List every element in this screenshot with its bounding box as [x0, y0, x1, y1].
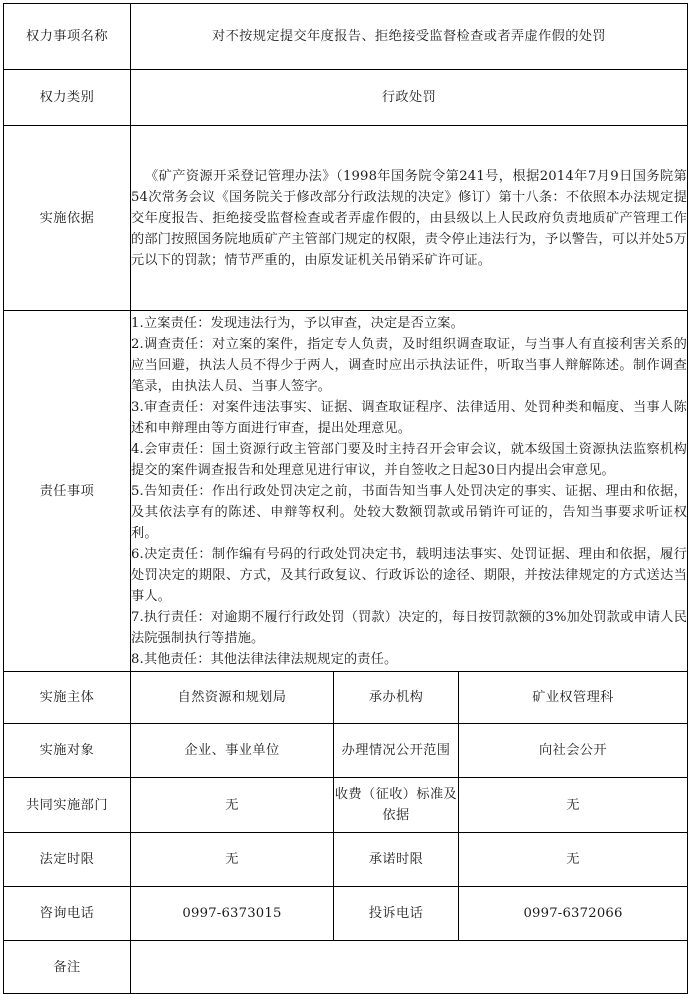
- table-row-power-category: [4, 70, 688, 126]
- label-complaint-phone: 投诉电话: [334, 887, 459, 941]
- table-row-statutory-limit: [4, 833, 688, 887]
- label-disclosure-scope: 办理情况公开范围: [334, 724, 459, 778]
- label-power-category: 权力类别: [4, 70, 131, 126]
- label-consult-phone: 咨询电话: [4, 887, 131, 941]
- value-implementing-object: 企业、事业单位: [131, 724, 334, 778]
- value-fee-standard: 无: [459, 778, 688, 833]
- table-row-implementing-subject: [4, 672, 688, 724]
- table-row-duties: [4, 311, 688, 672]
- table-row-item-name: [4, 4, 688, 70]
- label-handling-agency: 承办机构: [334, 672, 459, 724]
- label-legal-basis: 实施依据: [4, 126, 131, 311]
- label-fee-standard: 收费（征收）标准及依据: [334, 778, 459, 833]
- value-handling-agency: 矿业权管理科: [459, 672, 688, 724]
- duty-item: 3.审查责任：对案件违法事实、证据、调查取证程序、法律适用、处罚种类和幅度、当事人陈述和申辩理由等方面进行审查，提出处理意见。: [131, 399, 688, 436]
- table-row-implementing-object: [4, 724, 688, 778]
- duty-item: 1.立案责任：发现违法行为，予以审查，决定是否立案。: [131, 315, 464, 331]
- value-item-name: 对不按规定提交年度报告、拒绝接受监督检查或者弄虚作假的处罚: [131, 4, 688, 70]
- table-row-phones: [4, 887, 688, 941]
- duty-item: 5.告知责任：作出行政处罚决定之前，书面告知当事人处罚决定的事实、证据、理由和依据，及其依法享有的陈述、申辩等权利。处较大数额罚款或吊销许可证的，告知当事要求听证权利。: [131, 483, 688, 541]
- label-implementing-subject: 实施主体: [4, 672, 131, 724]
- duty-item: 8.其他责任：其他法律法律法规规定的责任。: [131, 651, 398, 667]
- label-duties: 责任事项: [4, 311, 131, 672]
- duty-item: 2.调查责任：对立案的案件，指定专人负责，及时组织调查取证，与当事人有直接利害关系的应当回避，执法人员不得少于两人，调查时应出示执法证件，听取当事人辩解陈述。制作调查笔录，由执法人员、当事人签字。: [131, 336, 688, 394]
- label-promised-limit: 承诺时限: [334, 833, 459, 887]
- value-complaint-phone: 0997-6372066: [459, 887, 688, 941]
- value-legal-basis: 《矿产资源开采登记管理办法》（1998年国务院令第241号，根据2014年7月9日国务院第54次常务会议《国务院关于修改部分行政法规的决定》修订）第十八条：不依照本办法规定提交年度报告、拒绝接受监督检查或者弄虚作假的，由县级以上人民政府负责地质矿产管理工作的部门按照国务院地质矿产主管部门规定的权限，责令停止违法行为，予以警告，可以并处5万元以下的罚款；情节严重的，由原发证机关吊销采矿许可证。: [131, 126, 688, 311]
- value-duties: [131, 311, 688, 672]
- label-implementing-object: 实施对象: [4, 724, 131, 778]
- duty-item: 6.决定责任：制作编有号码的行政处罚决定书，载明违法事实、处罚证据、理由和依据，履行处罚决定的期限、方式，及其行政复议、行政诉讼的途径、期限，并按法律规定的方式送达当事人。: [131, 546, 688, 604]
- value-joint-department: 无: [131, 778, 334, 833]
- value-implementing-subject: 自然资源和规划局: [131, 672, 334, 724]
- duty-item: 7.执行责任：对逾期不履行行政处罚（罚款）决定的，每日按罚款额的3%加处罚款或申请人民法院强制执行等措施。: [131, 609, 688, 646]
- value-consult-phone: 0997-6373015: [131, 887, 334, 941]
- value-promised-limit: 无: [459, 833, 688, 887]
- label-statutory-limit: 法定时限: [4, 833, 131, 887]
- label-item-name: 权力事项名称: [4, 4, 131, 70]
- duty-list: [131, 313, 687, 670]
- table-row-joint-department: [4, 778, 688, 833]
- value-disclosure-scope: 向社会公开: [459, 724, 688, 778]
- value-statutory-limit: 无: [131, 833, 334, 887]
- duty-item: 4.会审责任：国土资源行政主管部门要及时主持召开会审会议，就本级国土资源执法监察机构提交的案件调查报告和处理意见进行审议，并自签收之日起30日内提出会审意见。: [131, 441, 688, 478]
- label-joint-department: 共同实施部门: [4, 778, 131, 833]
- power-item-table: [3, 3, 688, 994]
- table-row-legal-basis: [4, 126, 688, 311]
- value-power-category: 行政处罚: [131, 70, 688, 126]
- label-remarks: 备注: [4, 941, 131, 994]
